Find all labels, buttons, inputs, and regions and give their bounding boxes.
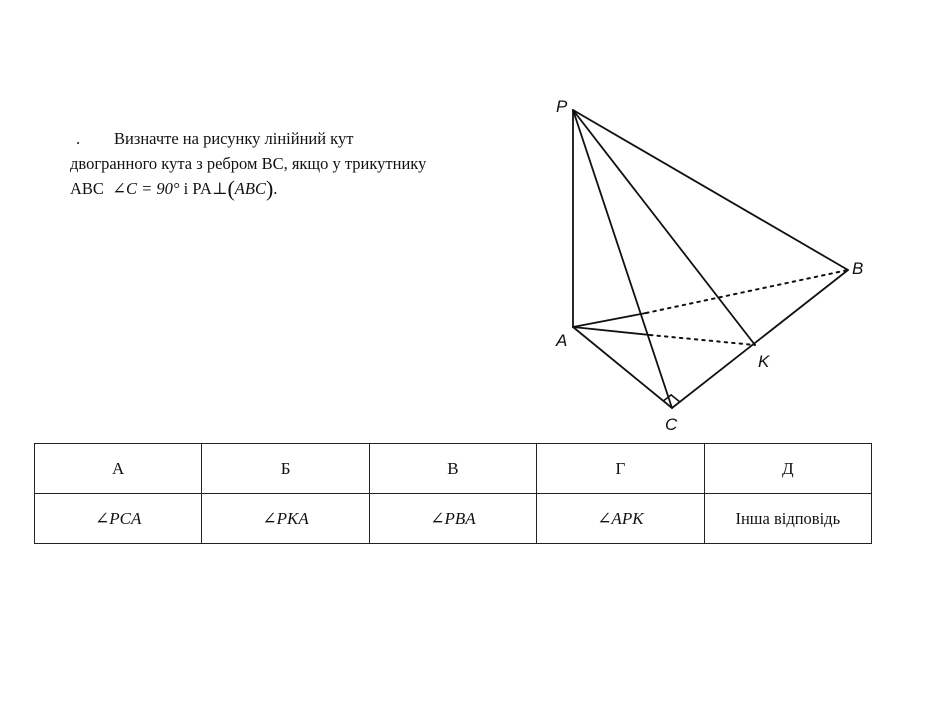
edge-pc [573,110,672,408]
label-k: K [758,352,770,371]
right-angle-marker [663,395,680,402]
problem-line-3 [70,176,550,201]
answer-table [34,443,872,544]
option-v[interactable]: ∠PBA [369,494,536,544]
edge-ab-visible [573,313,646,327]
conjunction-and: і [179,179,193,198]
answer-header-row [35,444,872,494]
problem-text [70,126,550,201]
triangle-name: АВС [70,179,104,198]
label-b: B [852,259,864,278]
pa-perpendicular: PA⊥ [192,179,228,198]
option-d[interactable]: Інша відповідь [704,494,871,544]
edge-pb [573,110,848,270]
problem-period: . [273,179,278,198]
label-c: C [665,415,678,434]
header-cell-a: А [35,444,202,494]
edge-ab-hidden [646,270,848,313]
label-a: A [556,331,568,350]
edge-pk [573,110,755,345]
header-cell-b: Б [202,444,369,494]
option-g[interactable]: ∠APK [537,494,704,544]
header-cell-v: В [369,444,536,494]
edge-ak-hidden [650,335,755,345]
problem-line-1 [70,126,550,151]
header-cell-d: Д [704,444,871,494]
problem-line-2: двогранного кута з ребром ВС, якщо у трикутнику [70,154,427,173]
edge-ac [573,327,672,408]
answer-options-row [35,494,872,544]
option-b[interactable]: ∠PKA [202,494,369,544]
header-cell-g: Г [537,444,704,494]
plane-name: ABC [234,179,266,198]
plane-close-paren: ) [265,176,274,201]
edge-ak-visible [573,327,650,335]
label-p: P [556,97,568,116]
angle-c-condition: ∠C = 90° [112,179,180,198]
edge-cb [672,270,848,408]
problem-line-1-text: Визначте на рисунку лінійний кут [114,129,354,148]
option-a[interactable]: ∠PCA [35,494,202,544]
problem-number: . [76,129,81,148]
plane-open-paren: ( [227,176,235,201]
